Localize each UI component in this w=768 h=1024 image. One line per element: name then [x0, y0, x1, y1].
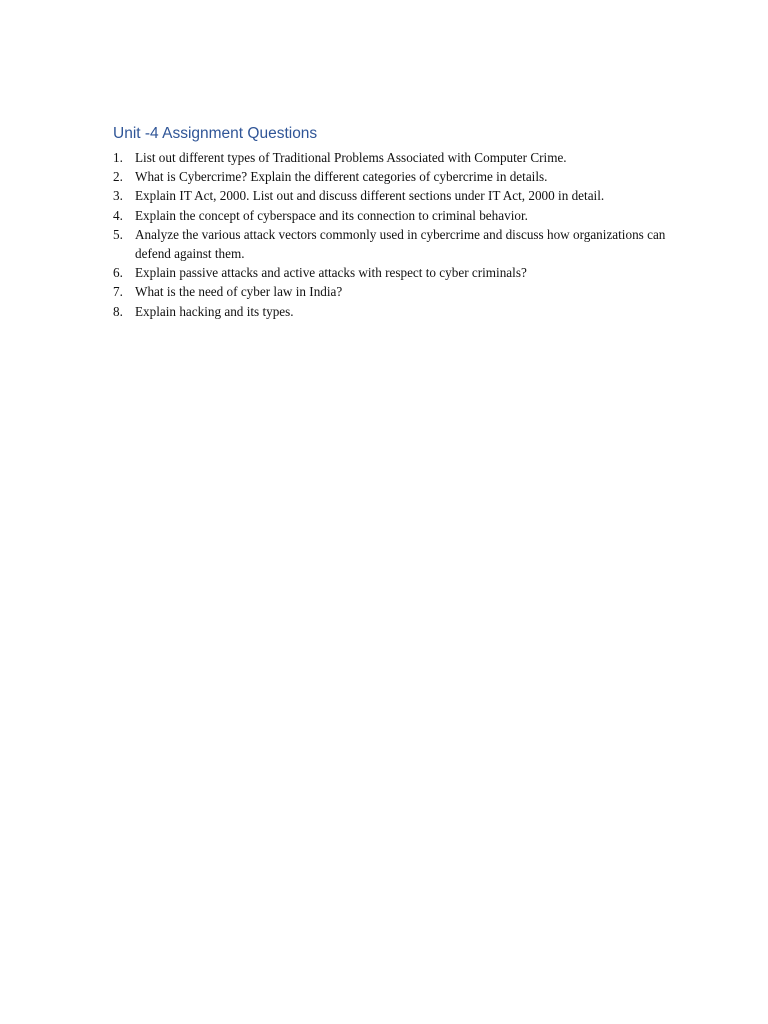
- question-number: 5.: [113, 226, 123, 242]
- question-text: Explain the concept of cyberspace and its connection to criminal behavior.: [135, 207, 528, 223]
- question-item-2: [113, 167, 673, 186]
- question-number: 7.: [113, 284, 123, 300]
- question-item-1: [113, 148, 673, 167]
- question-number: 6.: [113, 265, 123, 281]
- question-number: 3.: [113, 188, 123, 204]
- question-text: Analyze the various attack vectors commonly used in cybercrime and discuss how organizations can defend against them.: [135, 226, 666, 262]
- question-text: Explain hacking and its types.: [135, 303, 294, 319]
- page-title: Unit -4 Assignment Questions: [113, 125, 318, 142]
- question-text: What is the need of cyber law in India?: [135, 284, 343, 300]
- question-item-5: [113, 225, 673, 263]
- question-number: 4.: [113, 207, 123, 223]
- question-item-8: [113, 302, 673, 321]
- question-list: [113, 148, 673, 321]
- question-text: List out different types of Traditional Problems Associated with Computer Crime.: [135, 150, 567, 165]
- question-text: Explain IT Act, 2000. List out and discuss different sections under IT Act, 2000 in detail.: [135, 188, 605, 204]
- question-item-6: [113, 263, 673, 282]
- question-item-4: [113, 206, 673, 225]
- question-text: Explain passive attacks and active attacks with respect to cyber criminals?: [135, 265, 527, 281]
- question-item-3: [113, 186, 673, 205]
- question-number: 2.: [113, 169, 123, 185]
- question-number: 8.: [113, 303, 123, 319]
- question-number: 1.: [113, 150, 123, 165]
- question-item-7: [113, 282, 673, 301]
- question-text: What is Cybercrime? Explain the different categories of cybercrime in details.: [135, 169, 548, 185]
